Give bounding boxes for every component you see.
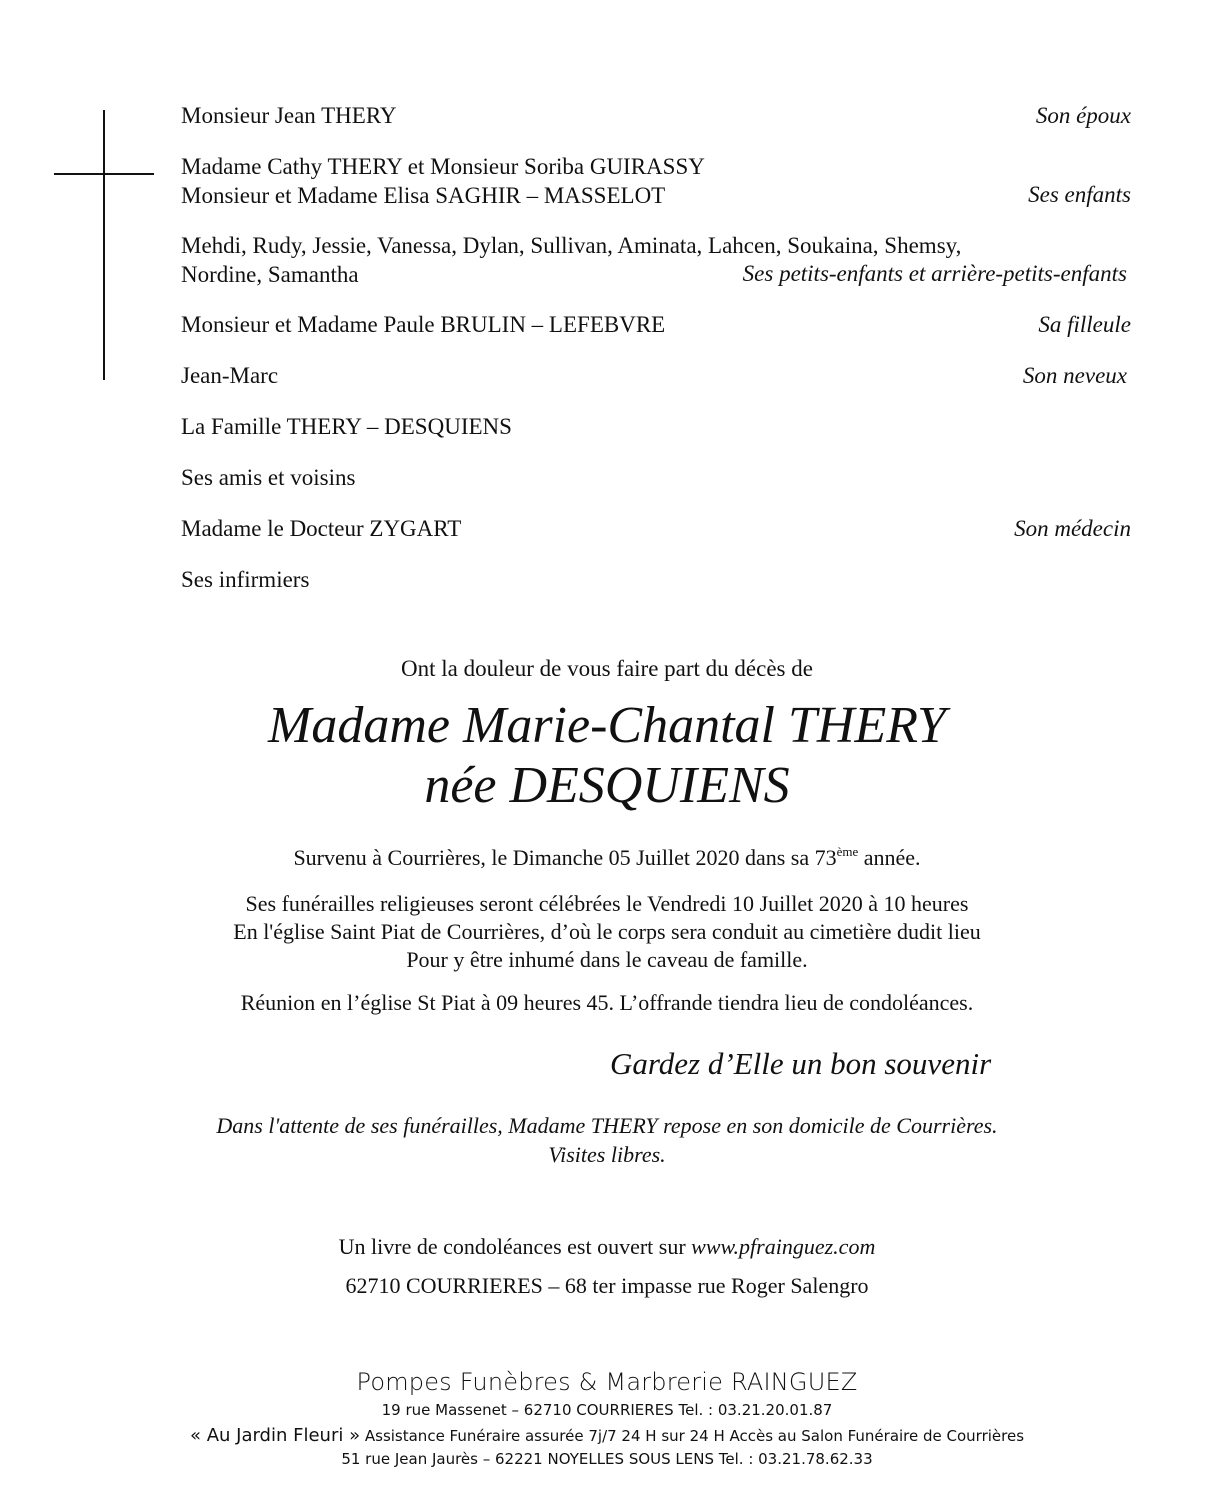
cross-icon-horizontal	[54, 173, 154, 175]
company-services	[0, 1425, 1214, 1447]
services-text: Assistance Funéraire assurée 7j/7 24 H sur 24 H Accès au Salon Funéraire de Courrières	[360, 1427, 1025, 1445]
reunion-notice: Réunion en l’église St Piat à 09 heures 45. L’offrande tiendra lieu de condoléances.	[240, 990, 974, 1015]
family-role: Son médecin	[1014, 516, 1131, 541]
deceased-name	[0, 696, 1214, 816]
company-name: Pompes Funèbres & Marbrerie RAINGUEZ	[356, 1368, 858, 1396]
family-names: Madame le Docteur ZYGART	[181, 516, 462, 541]
deceased-maiden-name: née DESQUIENS	[424, 757, 790, 814]
deceased-name-line: Madame Marie-Chantal THERY	[268, 697, 946, 754]
funeral-line: Ses funérailles religieuses seront célébrées le Vendredi 10 Juillet 2020 à 10 heures	[245, 891, 969, 916]
family-row	[181, 565, 1131, 595]
family-names: Monsieur Jean THERY	[181, 103, 397, 128]
family-role: Ses petits-enfants et arrière-petits-enfants	[742, 261, 1127, 286]
company-address-2: 51 rue Jean Jaurès – 62221 NOYELLES SOUS LENS Tel. : 03.21.78.62.33	[341, 1450, 873, 1468]
family-row	[181, 361, 1131, 391]
wake-notice	[0, 1111, 1214, 1169]
family-row	[181, 101, 1131, 131]
family-row	[181, 231, 1131, 289]
family-names: Madame Cathy THERY et Monsieur Soriba GUIRASSY	[181, 154, 705, 179]
family-row	[181, 152, 1131, 210]
announcement-intro: Ont la douleur de vous faire part du décès de	[401, 656, 813, 681]
death-notice	[0, 843, 1214, 873]
family-role: Sa filleule	[1038, 312, 1131, 337]
family-names: Mehdi, Rudy, Jessie, Vanessa, Dylan, Sullivan, Aminata, Lahcen, Soukaina, Shemsy,	[181, 233, 962, 258]
family-row	[181, 514, 1131, 544]
death-notice-end: année.	[858, 845, 921, 870]
family-role: Ses enfants	[1028, 182, 1131, 207]
family-row	[181, 310, 1131, 340]
family-names: Monsieur et Madame Paule BRULIN – LEFEBVRE	[181, 312, 666, 337]
souvenir-text: Gardez d’Elle un bon souvenir	[610, 1046, 992, 1081]
funeral-line: En l'église Saint Piat de Courrières, d’où le corps sera conduit au cimetière dudit lieu	[233, 919, 981, 944]
family-row	[181, 412, 1131, 442]
company-address-1: 19 rue Massenet – 62710 COURRIERES Tel. : 03.21.20.01.87	[381, 1401, 833, 1419]
family-names: Jean-Marc	[181, 363, 279, 388]
garden-name: « Au Jardin Fleuri »	[189, 1425, 361, 1446]
wake-visits: Visites libres.	[548, 1142, 666, 1167]
family-role: Son neveux	[1022, 363, 1127, 388]
family-names: Ses amis et voisins	[181, 465, 356, 490]
family-role: Son époux	[1035, 103, 1131, 128]
family-address: 62710 COURRIERES – 68 ter impasse rue Roger Salengro	[345, 1273, 869, 1298]
condolence-book-text: Un livre de condoléances est ouvert sur	[338, 1234, 692, 1259]
condolence-book	[0, 1232, 1214, 1262]
cross-icon-vertical	[103, 110, 105, 380]
family-names: Nordine, Samantha	[181, 262, 359, 287]
family-names: La Famille THERY – DESQUIENS	[181, 414, 512, 439]
death-notice-text: Survenu à Courrières, le Dimanche 05 Juillet 2020 dans sa 73	[293, 845, 837, 870]
funeral-line: Pour y être inhumé dans le caveau de famille.	[406, 947, 808, 972]
ordinal-suffix: ème	[836, 844, 859, 859]
wake-notice-line: Dans l'attente de ses funérailles, Madame THERY repose en son domicile de Courrières.	[216, 1113, 998, 1138]
family-list	[181, 101, 1131, 616]
family-names: Ses infirmiers	[181, 567, 310, 592]
condolence-url-link[interactable]: www.pfrainguez.com	[691, 1234, 876, 1259]
family-row	[181, 463, 1131, 493]
funeral-details	[0, 890, 1214, 974]
family-names: Monsieur et Madame Elisa SAGHIR – MASSELOT	[181, 183, 666, 208]
